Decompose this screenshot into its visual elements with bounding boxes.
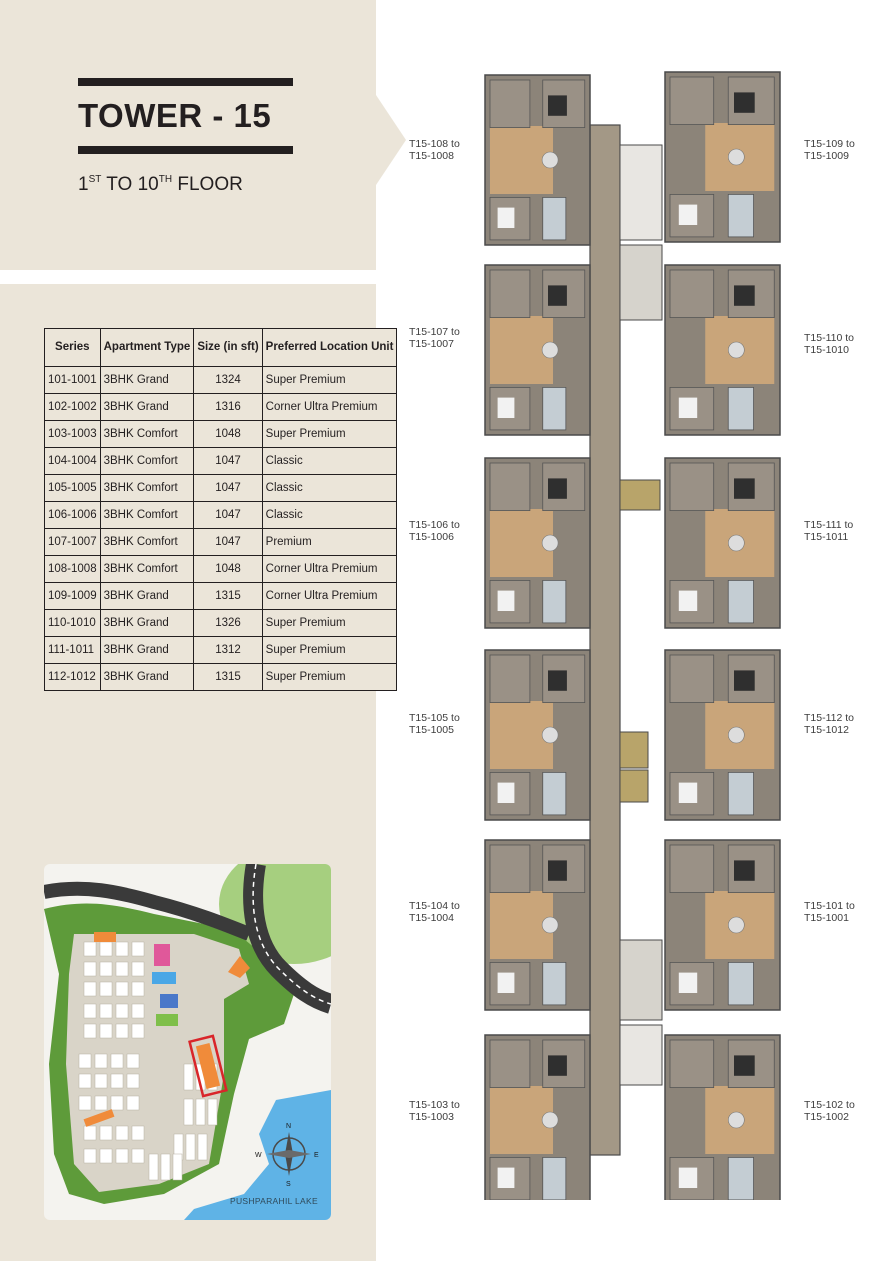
bed-icon <box>548 95 567 115</box>
bed-icon <box>498 783 515 803</box>
size-cell: 1315 <box>194 664 262 691</box>
bed-icon <box>679 783 697 803</box>
table-row <box>45 556 397 583</box>
site-building-block <box>84 942 96 956</box>
stair-core <box>620 1025 662 1085</box>
site-building-block <box>132 1024 144 1038</box>
site-building-block <box>127 1074 139 1088</box>
page-title: TOWER - 15 <box>78 97 272 134</box>
size-cell: 1312 <box>194 637 262 664</box>
site-building-block <box>111 1074 123 1088</box>
dining-table-icon <box>728 917 744 933</box>
location-unit-cell: Super Premium <box>262 421 397 448</box>
unit-label-right <box>804 138 855 162</box>
bedroom <box>490 655 530 703</box>
size-cell: 1324 <box>194 367 262 394</box>
apartment-type-cell: 3BHK Comfort <box>100 556 194 583</box>
bathroom <box>728 772 753 815</box>
bathroom <box>728 387 753 430</box>
site-building-block <box>100 942 112 956</box>
unit-label-line: T15-110 to <box>804 332 855 344</box>
compass-north: N <box>286 1123 292 1130</box>
bedroom <box>670 1040 714 1088</box>
site-building-block <box>95 1054 107 1068</box>
site-building-block <box>132 962 144 976</box>
unit-label-left <box>409 1099 460 1123</box>
dining-table-icon <box>542 1112 558 1128</box>
series-cell: 106-1006 <box>45 502 101 529</box>
bed-icon <box>679 591 697 611</box>
location-unit-cell: Premium <box>262 529 397 556</box>
site-building-block <box>84 1024 96 1038</box>
size-cell: 1047 <box>194 502 262 529</box>
unit-label-right <box>804 332 854 356</box>
site-building-block <box>84 982 96 996</box>
bedroom <box>490 80 530 128</box>
bathroom <box>728 194 753 237</box>
lift-core <box>620 480 660 510</box>
location-unit-cell: Super Premium <box>262 637 397 664</box>
lift-core <box>620 732 648 768</box>
bathroom <box>543 772 566 815</box>
unit-label-line: T15-1004 <box>409 912 454 924</box>
site-building-block <box>111 1054 123 1068</box>
unit-label-line: T15-107 to <box>409 326 460 338</box>
bed-icon <box>548 478 567 498</box>
stair-core <box>620 940 662 1020</box>
unit-label-line: T15-1003 <box>409 1111 454 1123</box>
site-tower-block <box>161 1154 170 1180</box>
apartment-type-cell: 3BHK Grand <box>100 583 194 610</box>
bed-icon <box>548 670 567 690</box>
column-header: Apartment Type <box>100 329 194 367</box>
floor-plan <box>470 60 800 1200</box>
table-row <box>45 529 397 556</box>
dining-table-icon <box>542 727 558 743</box>
site-building-block <box>100 982 112 996</box>
bedroom <box>670 77 714 125</box>
apartment-type-cell: 3BHK Grand <box>100 394 194 421</box>
dining-table-icon <box>542 152 558 168</box>
unit-label-line: T15-1010 <box>804 344 849 356</box>
site-building-block <box>116 1024 128 1038</box>
unit-label-line: T15-1007 <box>409 338 454 350</box>
bed-icon <box>679 205 697 225</box>
table-row <box>45 475 397 502</box>
site-tower-block <box>198 1134 207 1160</box>
site-tower-block <box>149 1154 158 1180</box>
bed-icon <box>498 973 515 993</box>
site-building-block <box>100 1024 112 1038</box>
unit-label-line: T15-101 to <box>804 900 855 912</box>
bed-icon <box>679 398 697 418</box>
lake-label: PUSHPARAHIL LAKE <box>230 1196 318 1206</box>
site-building-block <box>84 1004 96 1018</box>
site-map-graphic <box>44 864 331 1220</box>
bathroom <box>543 197 566 240</box>
dining-table-icon <box>542 535 558 551</box>
dining-table-icon <box>728 149 744 165</box>
bed-icon <box>548 1055 567 1075</box>
series-cell: 104-1004 <box>45 448 101 475</box>
site-tower-block <box>208 1099 217 1125</box>
site-building-block <box>132 942 144 956</box>
series-cell: 102-1002 <box>45 394 101 421</box>
bathroom <box>543 1157 566 1200</box>
site-building-block <box>132 1004 144 1018</box>
table-row <box>45 637 397 664</box>
size-cell: 1326 <box>194 610 262 637</box>
bed-icon <box>498 208 515 228</box>
site-tower-block <box>196 1099 205 1125</box>
column-header: Size (in sft) <box>194 329 262 367</box>
site-building-block <box>100 1004 112 1018</box>
apartment-type-cell: 3BHK Comfort <box>100 475 194 502</box>
site-building-block <box>84 1149 96 1163</box>
table-header-row <box>45 329 397 367</box>
site-building-block <box>100 1126 112 1140</box>
title-rule-top <box>78 78 293 86</box>
floor-plan-graphic <box>470 60 800 1200</box>
bed-icon <box>734 92 755 112</box>
bedroom <box>670 845 714 893</box>
location-unit-cell: Classic <box>262 448 397 475</box>
table-row <box>45 394 397 421</box>
location-unit-cell: Classic <box>262 475 397 502</box>
dining-table-icon <box>728 535 744 551</box>
bed-icon <box>734 1055 755 1075</box>
size-cell: 1315 <box>194 583 262 610</box>
site-building-block <box>132 1149 144 1163</box>
stair-core <box>620 145 662 240</box>
apartment-type-cell: 3BHK Comfort <box>100 421 194 448</box>
site-building-block <box>84 962 96 976</box>
size-cell: 1316 <box>194 394 262 421</box>
unit-label-left <box>409 712 460 736</box>
compass-south: S <box>286 1181 291 1188</box>
apartment-type-cell: 3BHK Comfort <box>100 448 194 475</box>
unit-label-line: T15-102 to <box>804 1099 855 1111</box>
bed-icon <box>734 285 755 305</box>
bed-icon <box>734 670 755 690</box>
site-building-block <box>79 1074 91 1088</box>
stair-core <box>620 245 662 320</box>
location-unit-cell: Corner Ultra Premium <box>262 556 397 583</box>
site-building-block <box>116 982 128 996</box>
bed-icon <box>498 1168 515 1188</box>
site-building-block <box>100 1149 112 1163</box>
series-cell: 103-1003 <box>45 421 101 448</box>
series-cell: 105-1005 <box>45 475 101 502</box>
size-cell: 1047 <box>194 475 262 502</box>
compass-west: W <box>255 1152 262 1159</box>
title-panel-pointer <box>376 95 406 185</box>
unit-label-line: T15-1006 <box>409 531 454 543</box>
bedroom <box>490 463 530 511</box>
site-building-block <box>84 1126 96 1140</box>
site-building-block <box>116 1126 128 1140</box>
site-tower-block <box>173 1154 182 1180</box>
bedroom <box>670 270 714 318</box>
bed-icon <box>548 860 567 880</box>
site-building-block <box>127 1096 139 1110</box>
table-row <box>45 448 397 475</box>
bathroom <box>543 387 566 430</box>
site-building-block <box>132 1126 144 1140</box>
site-building-block <box>95 1096 107 1110</box>
size-cell: 1048 <box>194 556 262 583</box>
site-building-block <box>111 1096 123 1110</box>
bathroom <box>728 962 753 1005</box>
series-cell: 101-1001 <box>45 367 101 394</box>
dining-table-icon <box>728 342 744 358</box>
unit-label-line: T15-103 to <box>409 1099 460 1111</box>
location-unit-cell: Super Premium <box>262 367 397 394</box>
unit-label-line: T15-108 to <box>409 138 460 150</box>
bedroom <box>490 845 530 893</box>
unit-label-line: T15-1001 <box>804 912 849 924</box>
dining-table-icon <box>728 1112 744 1128</box>
unit-label-line: T15-106 to <box>409 519 460 531</box>
unit-label-line: T15-111 to <box>804 519 854 531</box>
site-tower-block <box>184 1064 193 1090</box>
bathroom <box>543 580 566 623</box>
unit-label-line: T15-112 to <box>804 712 855 724</box>
unit-label-right <box>804 519 853 543</box>
corridor <box>590 125 620 1155</box>
site-building-block <box>116 942 128 956</box>
location-unit-cell: Super Premium <box>262 664 397 691</box>
unit-label-right <box>804 712 854 736</box>
location-unit-cell: Super Premium <box>262 610 397 637</box>
series-cell: 111-1011 <box>45 637 101 664</box>
column-header: Series <box>45 329 101 367</box>
location-unit-cell: Corner Ultra Premium <box>262 394 397 421</box>
unit-label-left <box>409 519 460 543</box>
bed-icon <box>548 285 567 305</box>
compass-east: E <box>314 1152 319 1159</box>
size-cell: 1048 <box>194 421 262 448</box>
bathroom <box>728 1157 753 1200</box>
dining-table-icon <box>728 727 744 743</box>
series-cell: 112-1012 <box>45 664 101 691</box>
floor-range: 1ST TO 10TH FLOOR <box>78 174 243 195</box>
site-building-block <box>100 962 112 976</box>
unit-label-left <box>409 138 460 162</box>
bedroom <box>670 655 714 703</box>
site-building-block <box>79 1096 91 1110</box>
apartment-type-cell: 3BHK Grand <box>100 610 194 637</box>
location-unit-cell: Corner Ultra Premium <box>262 583 397 610</box>
table-row <box>45 421 397 448</box>
unit-label-line: T15-104 to <box>409 900 460 912</box>
column-header: Preferred Location Unit <box>262 329 397 367</box>
site-building-block <box>116 962 128 976</box>
unit-label-line: T15-1012 <box>804 724 849 736</box>
site-map <box>44 864 331 1220</box>
site-tower-block <box>184 1099 193 1125</box>
site-building-block <box>116 1149 128 1163</box>
table-row <box>45 502 397 529</box>
series-cell: 110-1010 <box>45 610 101 637</box>
unit-label-line: T15-1005 <box>409 724 454 736</box>
location-unit-cell: Classic <box>262 502 397 529</box>
bedroom <box>490 270 530 318</box>
dining-table-icon <box>542 917 558 933</box>
dining-table-icon <box>542 342 558 358</box>
unit-label-line: T15-1009 <box>804 150 849 162</box>
bed-icon <box>734 860 755 880</box>
size-cell: 1047 <box>194 448 262 475</box>
site-building-block <box>95 1074 107 1088</box>
site-building-block <box>127 1054 139 1068</box>
table-row <box>45 367 397 394</box>
series-cell: 107-1007 <box>45 529 101 556</box>
lift-core <box>620 770 648 802</box>
bed-icon <box>734 478 755 498</box>
site-building-block <box>132 982 144 996</box>
unit-label-line: T15-1011 <box>804 531 849 543</box>
bedroom <box>670 463 714 511</box>
unit-label-line: T15-109 to <box>804 138 855 150</box>
site-tower-block <box>186 1134 195 1160</box>
table-row <box>45 664 397 691</box>
apartment-type-cell: 3BHK Grand <box>100 637 194 664</box>
unit-label-line: T15-1008 <box>409 150 454 162</box>
title-rule-bottom <box>78 146 293 154</box>
unit-label-left <box>409 900 460 924</box>
bed-icon <box>679 973 697 993</box>
bedroom <box>490 1040 530 1088</box>
unit-label-right <box>804 1099 855 1123</box>
unit-label-right <box>804 900 855 924</box>
apartment-type-cell: 3BHK Comfort <box>100 502 194 529</box>
size-cell: 1047 <box>194 529 262 556</box>
unit-label-line: T15-105 to <box>409 712 460 724</box>
table-row <box>45 583 397 610</box>
bathroom <box>728 580 753 623</box>
unit-label-left <box>409 326 460 350</box>
table-row <box>45 610 397 637</box>
unit-label-line: T15-1002 <box>804 1111 849 1123</box>
apartment-type-cell: 3BHK Grand <box>100 664 194 691</box>
series-cell: 108-1008 <box>45 556 101 583</box>
site-building-block <box>79 1054 91 1068</box>
bed-icon <box>498 591 515 611</box>
bathroom <box>543 962 566 1005</box>
series-table <box>44 328 397 691</box>
bed-icon <box>679 1168 697 1188</box>
site-building-block <box>116 1004 128 1018</box>
bed-icon <box>498 398 515 418</box>
apartment-type-cell: 3BHK Grand <box>100 367 194 394</box>
series-cell: 109-1009 <box>45 583 101 610</box>
apartment-type-cell: 3BHK Comfort <box>100 529 194 556</box>
